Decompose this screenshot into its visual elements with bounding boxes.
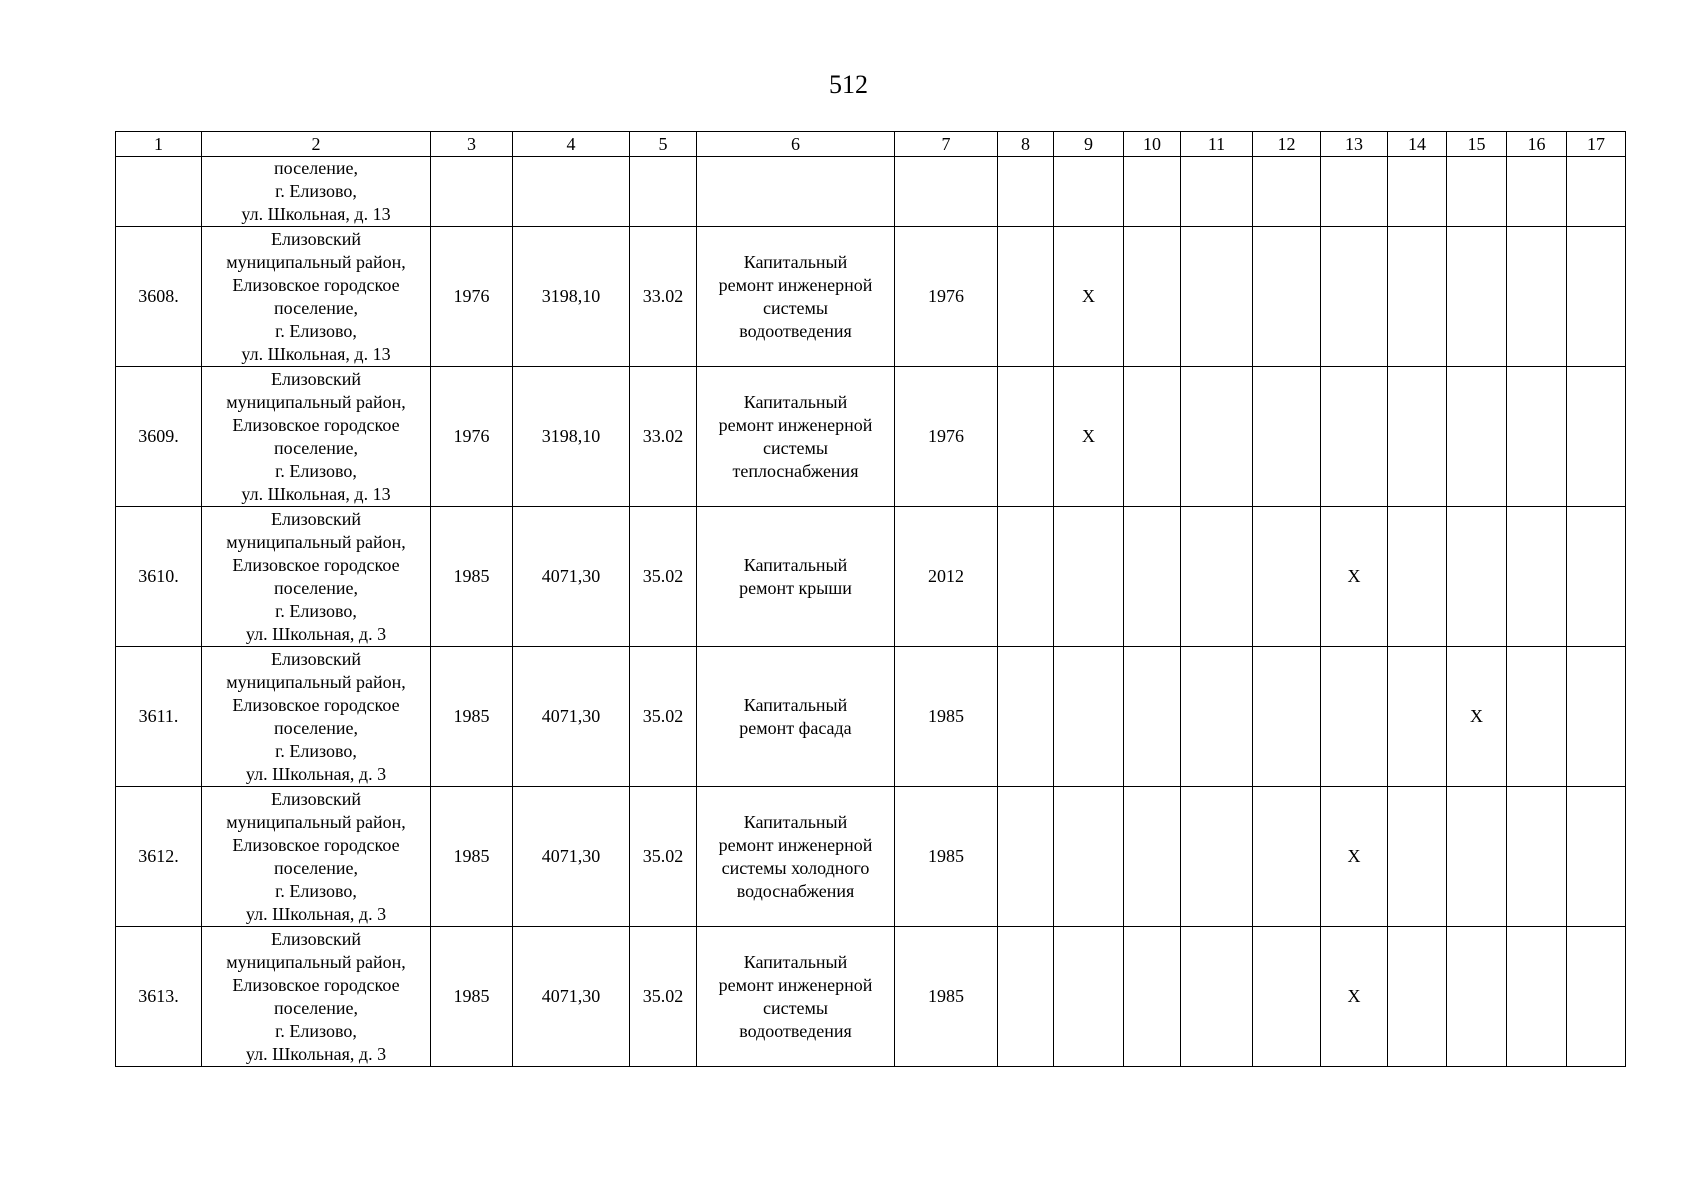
work-type-text: Капитальный ремонт инженерной системы теплоснабжения <box>718 391 873 481</box>
address-cell <box>202 647 431 787</box>
mark-cell <box>1253 227 1321 367</box>
mark-cell <box>1181 647 1253 787</box>
mark-cell <box>1447 227 1507 367</box>
year-cell: 1976 <box>431 367 513 507</box>
column-header: 4 <box>513 132 630 157</box>
mark-cell <box>1507 507 1567 647</box>
mark-cell <box>1388 787 1447 927</box>
address-cell <box>202 367 431 507</box>
address-text: Елизовский муниципальный район, Елизовское городское поселение, г. Елизово, ул. Школьная, д. 13 <box>226 368 406 504</box>
mark-cell <box>1124 927 1181 1067</box>
year-cell: 1985 <box>431 647 513 787</box>
mark-cell <box>1181 927 1253 1067</box>
row-number-cell: 3612. <box>116 787 202 927</box>
empty-cell <box>1507 157 1567 227</box>
mark-cell <box>1253 787 1321 927</box>
mark-cell <box>1567 787 1626 927</box>
wear-cell: 33.02 <box>630 367 697 507</box>
planned-year-cell: 1985 <box>895 647 998 787</box>
column-header: 5 <box>630 132 697 157</box>
mark-cell <box>1253 647 1321 787</box>
address-cell <box>202 927 431 1067</box>
mark-cell <box>1567 227 1626 367</box>
empty-cell <box>1124 157 1181 227</box>
planned-year-cell: 1985 <box>895 927 998 1067</box>
column-header: 13 <box>1321 132 1388 157</box>
mark-cell <box>998 367 1054 507</box>
planned-year-cell: 1976 <box>895 367 998 507</box>
mark-cell <box>998 927 1054 1067</box>
address-text: Елизовский муниципальный район, Елизовское городское поселение, г. Елизово, ул. Школьная, д. 3 <box>226 508 406 644</box>
mark-cell <box>1447 367 1507 507</box>
mark-cell: X <box>1054 367 1124 507</box>
mark-cell <box>1181 787 1253 927</box>
address-text: Елизовский муниципальный район, Елизовское городское поселение, г. Елизово, ул. Школьная, д. 3 <box>226 928 406 1064</box>
mark-cell <box>1388 507 1447 647</box>
work-type-text: Капитальный ремонт инженерной системы холодного водоснабжения <box>718 811 873 901</box>
mark-cell: X <box>1447 647 1507 787</box>
mark-cell <box>1447 787 1507 927</box>
mark-cell <box>1321 227 1388 367</box>
row-number-cell: 3610. <box>116 507 202 647</box>
mark-cell <box>1507 787 1567 927</box>
column-header: 12 <box>1253 132 1321 157</box>
empty-cell <box>513 157 630 227</box>
mark-cell <box>1054 647 1124 787</box>
column-header: 1 <box>116 132 202 157</box>
row-number-cell <box>116 157 202 227</box>
mark-cell <box>1388 927 1447 1067</box>
mark-cell <box>1124 367 1181 507</box>
row-number-cell: 3609. <box>116 367 202 507</box>
continued-row <box>116 157 1626 227</box>
mark-cell <box>1124 787 1181 927</box>
area-cell: 4071,30 <box>513 647 630 787</box>
wear-cell: 33.02 <box>630 227 697 367</box>
column-number-header-row <box>116 132 1626 157</box>
mark-cell <box>1054 507 1124 647</box>
mark-cell <box>1054 927 1124 1067</box>
mark-cell <box>1567 927 1626 1067</box>
table-row <box>116 227 1626 367</box>
mark-cell <box>1181 367 1253 507</box>
column-header: 11 <box>1181 132 1253 157</box>
column-header: 17 <box>1567 132 1626 157</box>
table-row <box>116 787 1626 927</box>
year-cell: 1985 <box>431 787 513 927</box>
empty-cell <box>998 157 1054 227</box>
page-number: 512 <box>829 70 868 99</box>
mark-cell <box>1567 507 1626 647</box>
column-header: 3 <box>431 132 513 157</box>
mark-cell: X <box>1054 227 1124 367</box>
work-type-cell <box>697 227 895 367</box>
mark-cell <box>998 787 1054 927</box>
wear-cell: 35.02 <box>630 927 697 1067</box>
mark-cell <box>1507 367 1567 507</box>
column-header: 14 <box>1388 132 1447 157</box>
empty-cell <box>697 157 895 227</box>
work-type-cell <box>697 647 895 787</box>
work-type-text: Капитальный ремонт крыши <box>739 554 852 598</box>
empty-cell <box>1253 157 1321 227</box>
empty-cell <box>1054 157 1124 227</box>
year-cell: 1985 <box>431 927 513 1067</box>
mark-cell <box>1447 927 1507 1067</box>
mark-cell <box>1507 927 1567 1067</box>
work-type-text: Капитальный ремонт фасада <box>739 694 852 738</box>
mark-cell <box>1507 647 1567 787</box>
mark-cell <box>998 647 1054 787</box>
mark-cell <box>998 507 1054 647</box>
table-row <box>116 927 1626 1067</box>
table-row <box>116 367 1626 507</box>
planned-year-cell: 1976 <box>895 227 998 367</box>
wear-cell: 35.02 <box>630 507 697 647</box>
address-cell <box>202 157 431 227</box>
column-header: 15 <box>1447 132 1507 157</box>
address-text: Елизовский муниципальный район, Елизовское городское поселение, г. Елизово, ул. Школьная, д. 3 <box>226 648 406 784</box>
address-text: Елизовский муниципальный район, Елизовское городское поселение, г. Елизово, ул. Школьная, д. 13 <box>226 228 406 364</box>
work-type-text: Капитальный ремонт инженерной системы водоотведения <box>718 951 873 1041</box>
empty-cell <box>1181 157 1253 227</box>
column-header: 8 <box>998 132 1054 157</box>
planned-year-cell: 1985 <box>895 787 998 927</box>
mark-cell <box>1321 647 1388 787</box>
wear-cell: 35.02 <box>630 647 697 787</box>
address-text: Елизовский муниципальный район, Елизовское городское поселение, г. Елизово, ул. Школьная, д. 3 <box>226 788 406 924</box>
table-row <box>116 647 1626 787</box>
area-cell: 3198,10 <box>513 227 630 367</box>
mark-cell: X <box>1321 927 1388 1067</box>
mark-cell <box>1507 227 1567 367</box>
empty-cell <box>1388 157 1447 227</box>
mark-cell <box>1321 367 1388 507</box>
area-cell: 3198,10 <box>513 367 630 507</box>
empty-cell <box>1447 157 1507 227</box>
address-text: поселение, г. Елизово, ул. Школьная, д. 13 <box>241 158 391 224</box>
area-cell: 4071,30 <box>513 507 630 647</box>
area-cell: 4071,30 <box>513 927 630 1067</box>
column-header: 16 <box>1507 132 1567 157</box>
mark-cell <box>1567 367 1626 507</box>
mark-cell <box>1124 507 1181 647</box>
mark-cell <box>1124 227 1181 367</box>
address-cell <box>202 507 431 647</box>
mark-cell <box>1181 227 1253 367</box>
mark-cell <box>1253 927 1321 1067</box>
mark-cell: X <box>1321 787 1388 927</box>
mark-cell <box>1124 647 1181 787</box>
register-table <box>115 131 1626 1067</box>
row-number-cell: 3608. <box>116 227 202 367</box>
mark-cell <box>1567 647 1626 787</box>
column-header: 2 <box>202 132 431 157</box>
area-cell: 4071,30 <box>513 787 630 927</box>
wear-cell: 35.02 <box>630 787 697 927</box>
work-type-text: Капитальный ремонт инженерной системы водоотведения <box>718 251 873 341</box>
mark-cell <box>1388 367 1447 507</box>
address-cell <box>202 227 431 367</box>
work-type-cell <box>697 367 895 507</box>
work-type-cell <box>697 787 895 927</box>
empty-cell <box>431 157 513 227</box>
empty-cell <box>895 157 998 227</box>
table-row <box>116 507 1626 647</box>
column-header: 9 <box>1054 132 1124 157</box>
mark-cell <box>1253 507 1321 647</box>
row-number-cell: 3613. <box>116 927 202 1067</box>
empty-cell <box>1567 157 1626 227</box>
work-type-cell <box>697 927 895 1067</box>
mark-cell <box>998 227 1054 367</box>
mark-cell <box>1253 367 1321 507</box>
address-cell <box>202 787 431 927</box>
mark-cell <box>1388 647 1447 787</box>
year-cell: 1976 <box>431 227 513 367</box>
mark-cell <box>1181 507 1253 647</box>
column-header: 7 <box>895 132 998 157</box>
mark-cell <box>1054 787 1124 927</box>
mark-cell <box>1388 227 1447 367</box>
row-number-cell: 3611. <box>116 647 202 787</box>
mark-cell: X <box>1321 507 1388 647</box>
empty-cell <box>1321 157 1388 227</box>
work-type-cell <box>697 507 895 647</box>
planned-year-cell: 2012 <box>895 507 998 647</box>
column-header: 10 <box>1124 132 1181 157</box>
mark-cell <box>1447 507 1507 647</box>
column-header: 6 <box>697 132 895 157</box>
year-cell: 1985 <box>431 507 513 647</box>
empty-cell <box>630 157 697 227</box>
